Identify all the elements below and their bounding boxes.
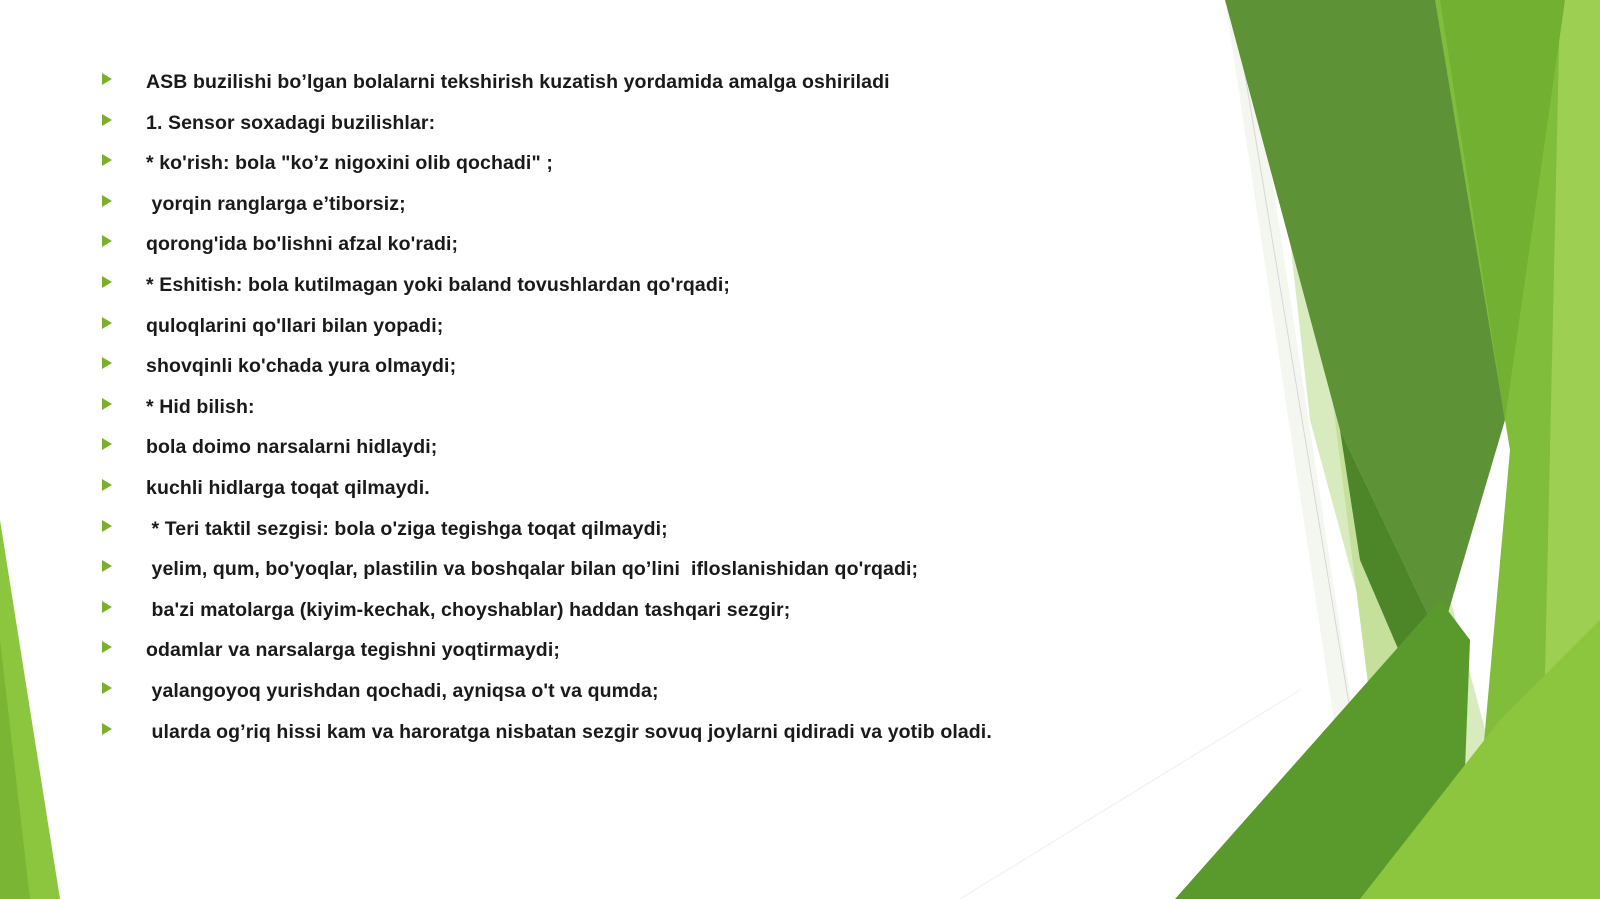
triangle-bullet-icon [102,641,112,653]
list-item-text: * Eshitish: bola kutilmagan yoki baland tovushlardan qo'rqadi; [146,273,731,296]
list-item-text: yelim, qum, bo'yoqlar, plastilin va boshqalar bilan qo’lini ifloslanishidan qo'rqadi; [146,558,919,581]
triangle-bullet-icon [102,276,112,288]
triangle-bullet-icon [102,357,112,369]
triangle-bullet-icon [102,73,112,85]
triangle-bullet-icon [102,479,112,491]
list-item-text: * Hid bilish: [146,395,255,418]
triangle-bullet-icon [102,560,112,572]
triangle-bullet-icon [102,235,112,247]
triangle-bullet-icon [102,682,112,694]
list-item-text: yalangoyoq yurishdan qochadi, ayniqsa o't va qumda; [146,679,659,702]
list-item-text: shovqinli ko'chada yura olmaydi; [146,355,457,378]
list-item-text: qorong'ida bo'lishni afzal ko'radi; [146,233,459,256]
triangle-bullet-icon [102,723,112,735]
list-item-text: odamlar va narsalarga tegishni yoqtirmaydi; [146,639,560,662]
triangle-bullet-icon [102,520,112,532]
list-item-text: kuchli hidlarga toqat qilmaydi. [146,476,430,499]
triangle-bullet-icon [102,438,112,450]
triangle-bullet-icon [102,601,112,613]
list-item-text: ba'zi matolarga (kiyim-kechak, choyshablar) haddan tashqari sezgir; [146,598,791,621]
list-item-text: quloqlarini qo'llari bilan yopadi; [146,314,444,337]
list-item-text: ularda og’riq hissi kam va haroratga nisbatan sezgir sovuq joylarni qidiradi va yotib oladi. [146,720,992,743]
triangle-bullet-icon [102,114,112,126]
list-item-text: * ko'rish: bola "ko’z nigoxini olib qochadi" ; [146,152,553,175]
list-item-text: ASB buzilishi bo’lgan bolalarni tekshirish kuzatish yordamida amalga oshiriladi [146,71,890,93]
triangle-bullet-icon [102,317,112,329]
list-item-text: 1. Sensor soxadagi buzilishlar: [146,111,436,134]
triangle-bullet-icon [102,398,112,410]
list-item-text: yorqin ranglarga e’tiborsiz; [146,192,406,215]
triangle-bullet-icon [102,195,112,207]
list-item-text: bola doimo narsalarni hidlaydi; [146,436,438,459]
list-item-text: * Teri taktil sezgisi: bola o'ziga tegishga toqat qilmaydi; [146,517,668,540]
triangle-bullet-icon [102,154,112,166]
